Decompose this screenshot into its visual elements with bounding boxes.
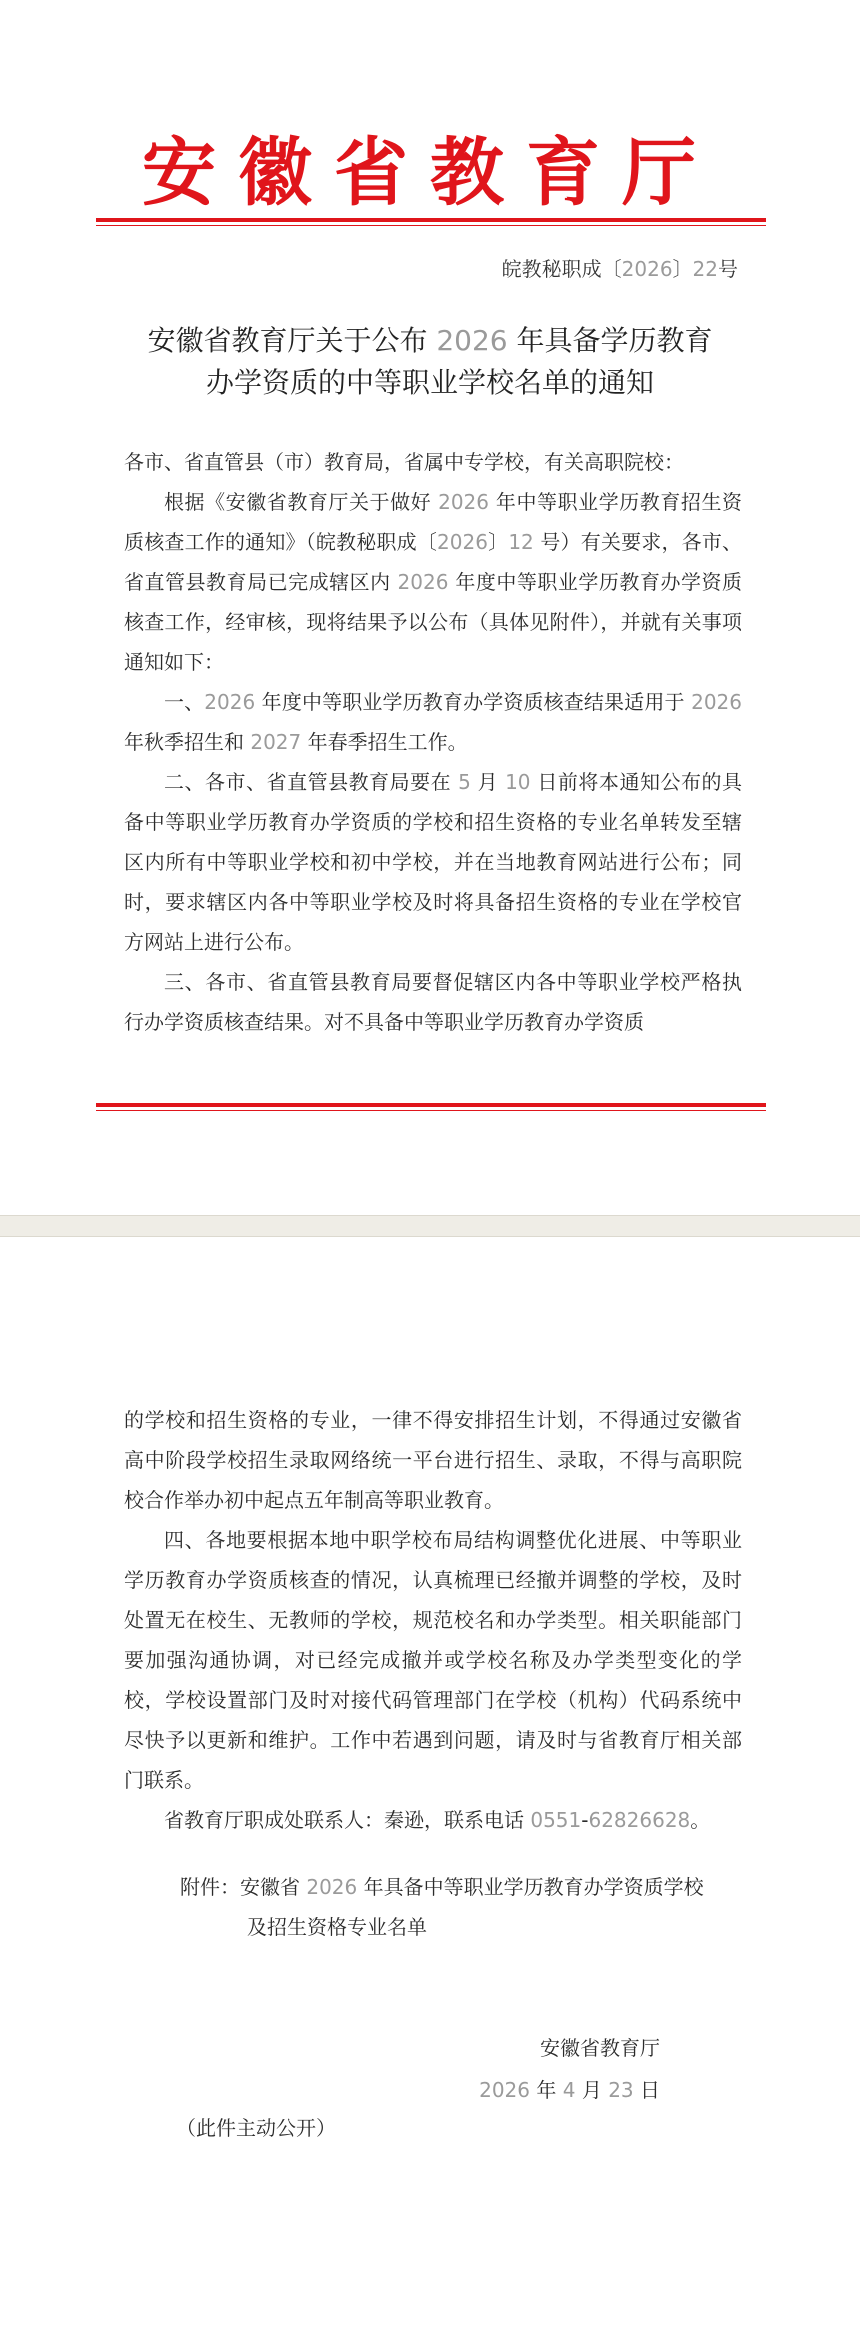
public-disclosure-note: （此件主动公开） (176, 2116, 336, 2140)
document-title: 安徽省教育厅关于公布 2026 年具备学历教育 办学资质的中等职业学校名单的通知 (147, 324, 713, 399)
signature-block (479, 2027, 660, 2111)
page-footer-red-line (96, 1103, 766, 1111)
document-page-2 (0, 1237, 860, 2345)
document-number: 皖教秘职成〔2026〕22号 (501, 257, 738, 281)
paragraph-item-4: 四、各地要根据本地中职学校布局结构调整优化进展、中等职业学历教育办学资质核查的情况，认真梳理已经撤并调整的学校，及时处置无在校生、无教师的学校，规范校名和办学类型。相关职能部门要加强沟通协调，对已经完成撤并或学校名称及办学类型变化的学校，学校设置部门及时对接代码管理部门在学校（机构）代码系统中尽快予以更新和维护。工作中若遇到问题，请及时与省教育厅相关部门联系。 (124, 1528, 742, 1792)
page-separator (0, 1215, 860, 1237)
body-text-page-1 (124, 442, 742, 1042)
paragraph-item-2: 二、各市、省直管县教育局要在 5 月 10 日前将本通知公布的具备中等职业学历教育办学资质的学校和招生资格的专业名单转发至辖区内所有中等职业学校和初中学校，并在当地教育网站进行公布；同时，要求辖区内各中等职业学校及时将具备招生资格的专业在学校官方网站上进行公布。 (124, 770, 743, 954)
attachment-note: 附件：安徽省 2026 年具备中等职业学历教育办学资质学校 及招生资格专业名单 (180, 1875, 704, 1939)
salutation: 各市、省直管县（市）教育局，省属中专学校，有关高职院校： (124, 450, 684, 474)
paragraph-item-3-start: 三、各市、省直管县教育局要督促辖区内各中等职业学校严格执行办学资质核查结果。对不具备中等职业学历教育办学资质 (124, 970, 742, 1034)
body-text-page-2 (124, 1400, 742, 1840)
paragraph-item-1: 一、2026 年度中等职业学历教育办学资质核查结果适用于 2026 年秋季招生和 2027 年春季招生工作。 (124, 690, 742, 754)
paragraph-intro: 根据《安徽省教育厅关于做好 2026 年中等职业学历教育招生资质核查工作的通知》（皖教秘职成〔2026〕12 号）有关要求，各市、省直管县教育局已完成辖区内 2026 年度中等职业学历教育办学资质核查工作，经审核，现将结果予以公布（具体见附件），并就有关事项通知如下： (124, 490, 743, 674)
signature-date: 2026 年 4 月 23 日 (479, 2078, 660, 2102)
contact-line: 省教育厅职成处联系人：秦逊，联系电话 0551-62826628。 (164, 1808, 711, 1832)
signature-org: 安徽省教育厅 (540, 2036, 660, 2060)
letterhead-title: 安徽省教育厅 (142, 130, 718, 216)
paragraph-item-3-continued: 的学校和招生资格的专业，一律不得安排招生计划，不得通过安徽省高中阶段学校招生录取网络统一平台进行招生、录取，不得与高职院校合作举办初中起点五年制高等职业教育。 (124, 1408, 742, 1512)
letterhead-red-line (96, 218, 766, 226)
